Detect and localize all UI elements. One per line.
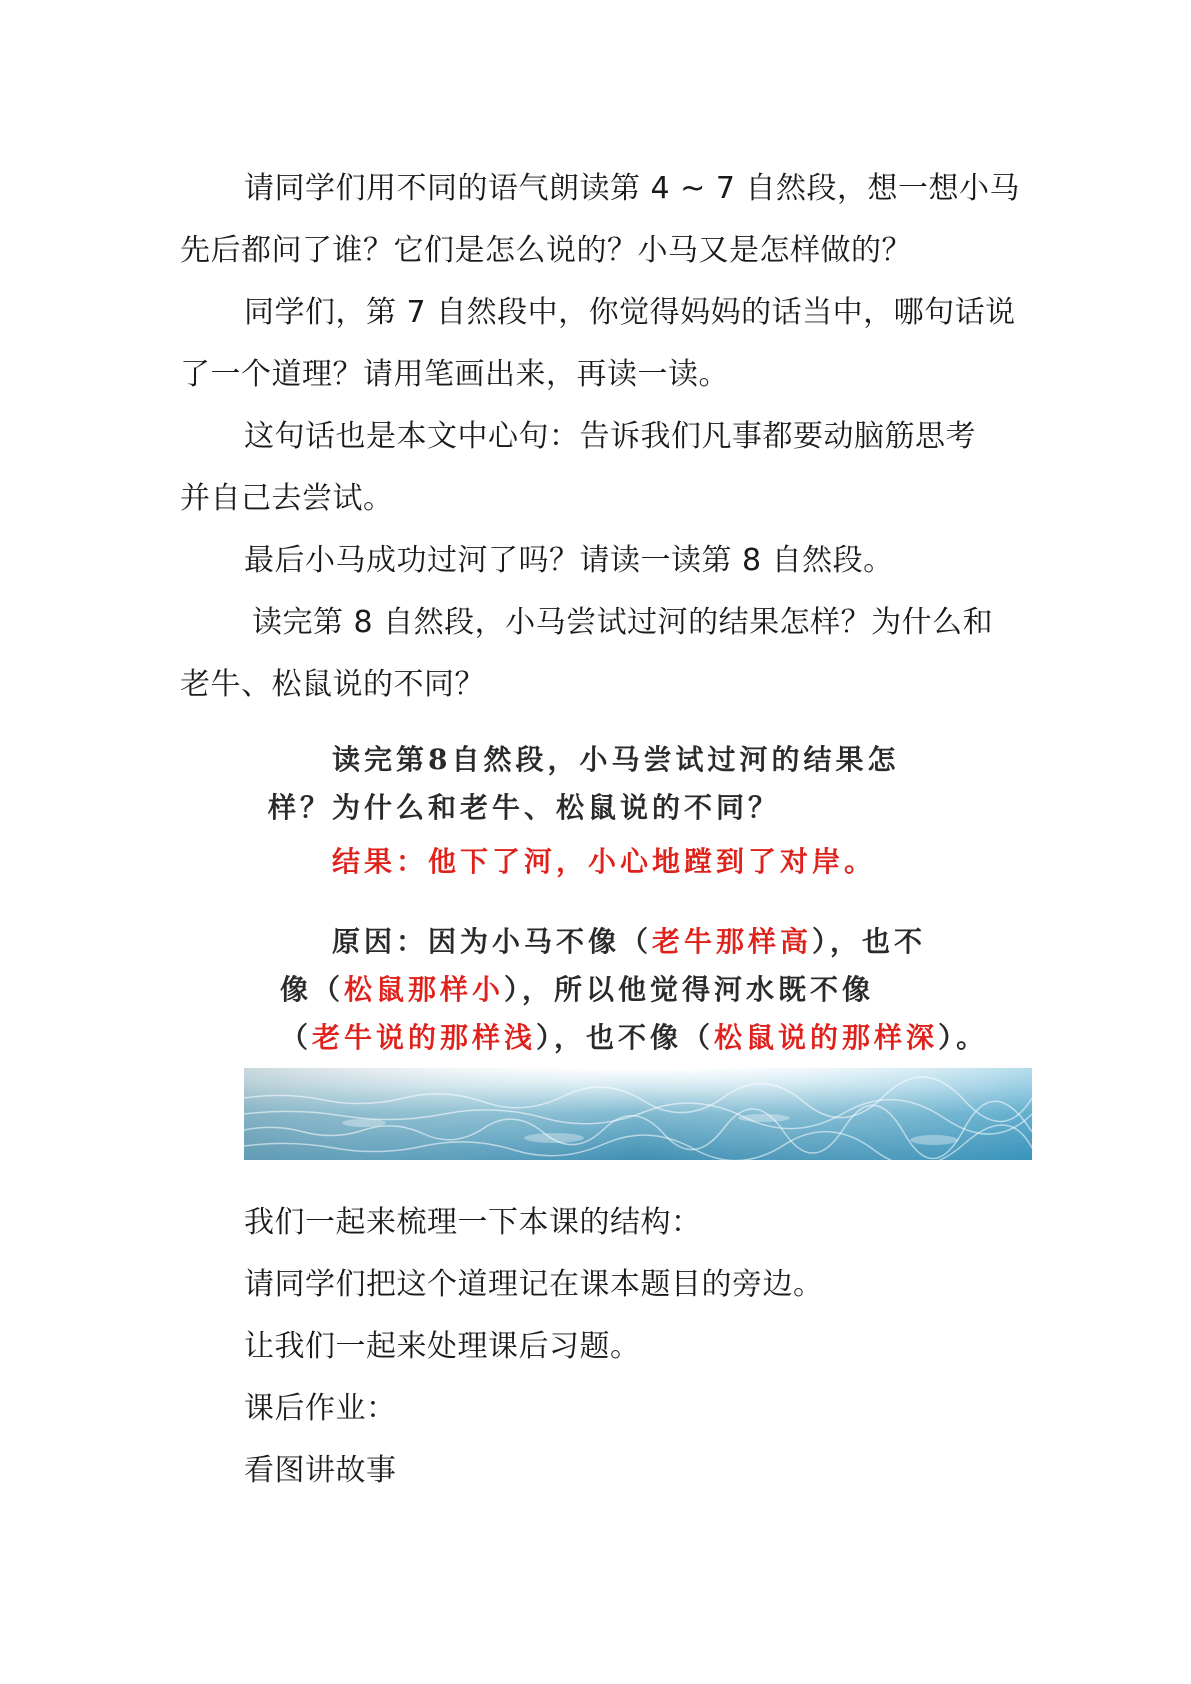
slide-reason-line2 xyxy=(280,966,874,1014)
reason-text: （ xyxy=(280,1021,313,1054)
water-band-image xyxy=(244,1068,1032,1160)
paragraph-read-8: 最后小马成功过河了吗？请读一读第 8 自然段。 xyxy=(244,543,894,578)
paragraph-central-sentence: 这句话也是本文中心句：告诉我们凡事都要动脑筋思考并自己去尝试。 xyxy=(180,419,976,516)
slide-result: 结果：他下了河，小心地蹚到了对岸。 xyxy=(332,845,877,878)
reason-text: 原因：因为小马不像（ xyxy=(332,925,653,958)
reason-answer-2: 松鼠那样小 xyxy=(344,973,505,1006)
paragraph-question-8: 读完第 8 自然段，小马尝试过河的结果怎样？为什么和老牛、松鼠说的不同？ xyxy=(180,605,994,702)
reason-text: 像（ xyxy=(280,973,345,1006)
reason-text: ），所以他觉得河水既不像 xyxy=(504,973,875,1006)
paragraph-lesson-structure: 我们一起来梳理一下本课的结构： xyxy=(244,1205,702,1240)
reason-text: ）。 xyxy=(938,1021,989,1054)
slide-reason-line1 xyxy=(332,918,926,966)
paragraph-read-4-7: 请同学们用不同的语气朗读第 4 ~ 7 自然段，想一想小马先后都问了谁？它们是怎么说的？小马又是怎样做的？ xyxy=(180,171,1020,268)
slide-question-line1: 读完第8自然段，小马尝试过河的结果怎 xyxy=(332,743,900,776)
reason-text: ），也不 xyxy=(812,925,927,958)
reason-answer-1: 老牛那样高 xyxy=(652,925,813,958)
reason-answer-3: 老牛说的那样浅 xyxy=(312,1021,537,1054)
lesson-slide-image xyxy=(244,728,1032,1160)
paragraph-homework-item: 看图讲故事 xyxy=(244,1453,397,1488)
paragraph-write-reason: 请同学们把这个道理记在课本题目的旁边。 xyxy=(244,1267,824,1302)
reason-answer-4: 松鼠说的那样深 xyxy=(714,1021,939,1054)
reason-text: ），也不像（ xyxy=(536,1021,715,1054)
slide-question-line2: 样？为什么和老牛、松鼠说的不同？ xyxy=(268,791,781,824)
paragraph-homework-heading: 课后作业： xyxy=(244,1391,397,1426)
paragraph-exercises: 让我们一起来处理课后习题。 xyxy=(244,1329,641,1364)
slide-reason-line3 xyxy=(280,1014,988,1062)
paragraph-para-7-reason: 同学们，第 7 自然段中，你觉得妈妈的话当中，哪句话说了一个道理？请用笔画出来，再读一读。 xyxy=(180,295,1016,392)
